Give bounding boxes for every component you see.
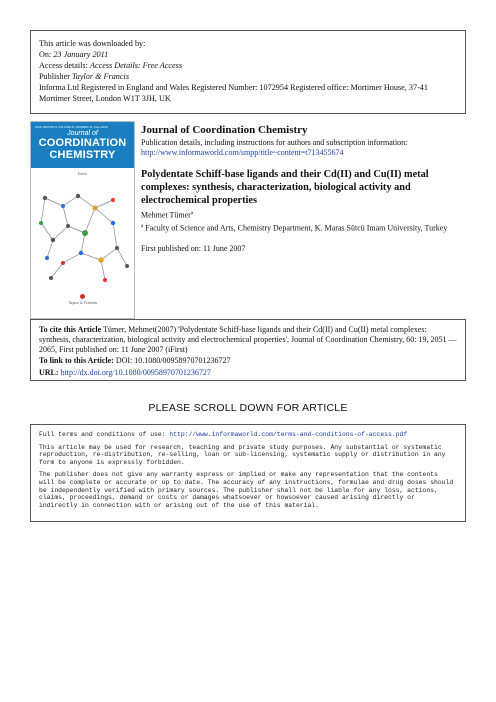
cover-publisher: Taylor & Francis: [68, 300, 97, 305]
journal-title: Journal of Coordination Chemistry: [141, 124, 308, 136]
article-info: [141, 124, 471, 254]
url-paragraph: [39, 368, 457, 378]
citation-box: [30, 319, 466, 381]
link-label: To link to this Article:: [39, 356, 116, 366]
publisher-label: Publisher: [39, 72, 72, 81]
affiliation-line: [141, 222, 471, 234]
doi-url-link[interactable]: http://dx.doi.org/10.1080/00958970701236727: [60, 368, 211, 378]
download-date: 23 January 2011: [53, 50, 109, 59]
affiliation-superscript: a: [141, 223, 144, 229]
publisher-name: Taylor & Francis: [71, 72, 129, 81]
article-title: Polydentate Schiff-base ligands and their Cd(II) and Cu(II) metal complexes: synthesis, characterization, biological activity and electrochemical properties: [141, 169, 429, 206]
cover-editor: Editor: [77, 172, 88, 176]
registration-info: Informa Ltd Registered in England and Wales Registered Number: 1072954 Registered office: Mortimer House, 37-41 Mortimer Street, London W1T 3JH, UK: [39, 83, 428, 103]
cover-journal-of: Journal of: [67, 130, 98, 137]
author-line: [141, 209, 471, 221]
journal-cover-image: [30, 121, 135, 319]
terms-paragraph-1: [39, 431, 457, 439]
citation-paragraph: [39, 325, 457, 354]
terms-paragraph-3: The publisher does not give any warranty express or implied or make any representation that the contents will be complete or accurate or up to date. The accuracy of any instructions, formulae and drug doses should be independently verified with primary sources. The publisher shall not be liable for any loss, actions, claims, proceedings, demand or costs or damages whatsoever or howsoever caused arising directly or indirectly in connection with or arising out of the use of this material.: [39, 471, 454, 509]
citation-text: Tümer, Mehmet(2007) 'Polydentate Schiff-base ligands and their Cd(II) and Cu(II) metal complexes: synthesis, characterization, biological activity and electrochemical properties', Journal of Coordination Chemistry, 60: 19, 2051 — 2065, First published on: 11 June 2007 (iFirst): [39, 325, 457, 354]
cite-label: To cite this Article: [39, 325, 104, 334]
access-details-line: [39, 60, 457, 71]
doi-text: DOI: 10.1080/00958970701236727: [115, 356, 231, 366]
download-info-box: [30, 30, 466, 114]
terms-box: [30, 424, 466, 522]
publisher-line: [39, 71, 457, 82]
access-label: Access details:: [39, 61, 90, 70]
doi-paragraph: [39, 356, 457, 366]
first-published: First published on: 11 June 2007: [141, 244, 246, 254]
cover-title-line2: CHEMISTRY: [49, 149, 116, 161]
terms-label: Full terms and conditions of use:: [39, 431, 170, 438]
access-details: Access Details: Free Access: [89, 61, 183, 70]
author-superscript: a: [190, 211, 194, 216]
on-label: On:: [39, 50, 54, 59]
author-name: Mehmet Tümer: [141, 210, 191, 220]
publication-details: Publication details, including instructions for authors and subscription information:: [141, 138, 408, 147]
affiliation: Faculty of Science and Arts, Chemistry Department, K. Maras Sütcü Imam University, Turkey: [143, 223, 448, 233]
publisher-logo-icon: [80, 294, 85, 299]
downloaded-by: This article was downloaded by:: [39, 39, 146, 48]
terms-paragraph-2: This article may be used for research, teaching and private study purposes. Any substantial or systematic reproduction, re-distribution, re-selling, loan or sub-licensing, systematic supply or distribution in any form to anyone is expressly forbidden.: [39, 443, 446, 466]
cover-title-line1: COORDINATION: [38, 137, 127, 149]
url-label: URL:: [39, 368, 61, 378]
terms-url-link[interactable]: http://www.informaworld.com/terms-and-conditions-of-access.pdf: [169, 431, 408, 438]
cover-issn: ISSN 0095-8972 VOLUME 61 NUMBER 11 June 2008: [35, 125, 108, 129]
journal-url-link[interactable]: http://www.informaworld.com/smpp/title~content=t713455674: [141, 148, 344, 157]
scroll-down-notice: PLEASE SCROLL DOWN FOR ARTICLE: [148, 402, 348, 414]
download-date-line: [39, 49, 457, 60]
molecule-structure-icon: [33, 178, 132, 290]
